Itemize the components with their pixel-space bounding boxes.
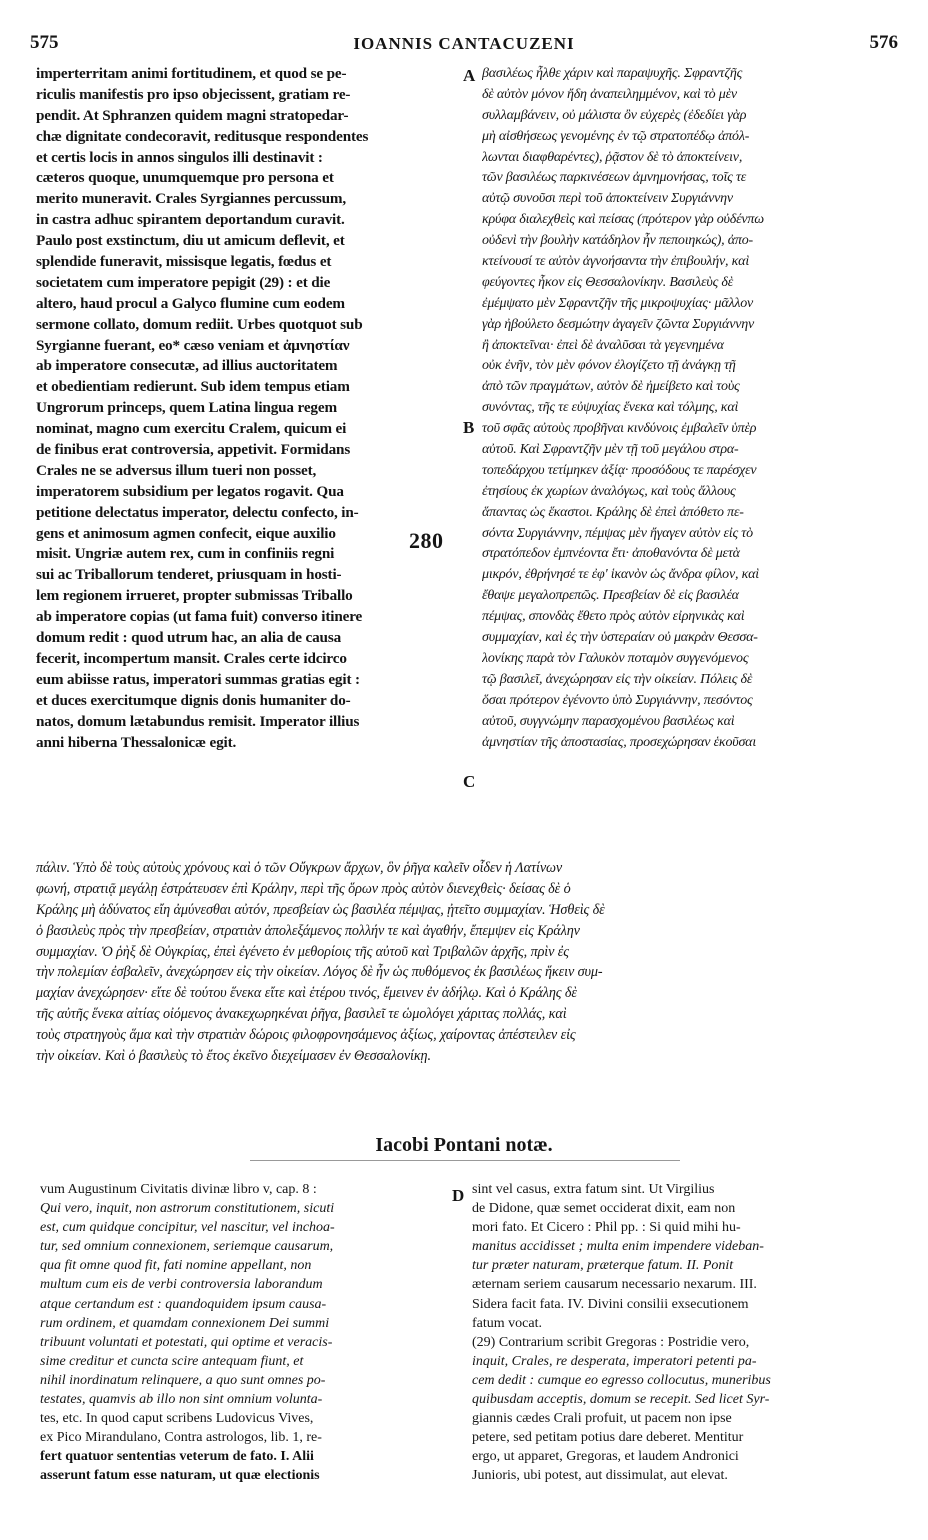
greek-text-line: λονίκης παρὰ τὸν Γαλυκὸν ποταμὸν συγγενόμενος bbox=[482, 650, 749, 666]
notes-divider bbox=[250, 1160, 680, 1161]
latin-text-line: merito muneravit. Crales Syrgiannes percussum, bbox=[36, 190, 347, 208]
greek-text-line: ἢ ἀποκτεῖναι· ἐπεὶ δὲ ἀναλῦσαι τὰ γεγενημένα bbox=[482, 337, 724, 353]
latin-text-line: misit. Ungriæ autem rex, cum in confiniis regni bbox=[36, 545, 335, 563]
latin-text-line: Ungrorum princeps, quem Latina lingua regem bbox=[36, 399, 337, 417]
note-text-line: manitus accidisset ; multa enim impendere videban- bbox=[472, 1239, 764, 1255]
note-text-line: mori fato. Et Cicero : Phil pp. : Si quid mihi hu- bbox=[472, 1220, 741, 1236]
note-text-line: petere, sed petitam potius dare deberet. Mentitur bbox=[472, 1430, 744, 1446]
latin-text-line: domum redit : quod utrum hac, an alia de causa bbox=[36, 629, 342, 647]
note-text-line: tes, etc. In quod caput scribens Ludovicus Vives, bbox=[40, 1411, 314, 1427]
note-text-line: qua fit omne quod fit, fati nomine appellant, non bbox=[40, 1258, 312, 1274]
latin-text-line: lem regionem irrueret, propter submissas Triballo bbox=[36, 587, 353, 605]
note-text-line: tur, sed omnium connexionem, seriemque causarum, bbox=[40, 1239, 334, 1255]
notes-right-column bbox=[472, 1180, 902, 1486]
note-text-line: est, cum quidque concipitur, vel nascitur, vel inchoa- bbox=[40, 1220, 335, 1236]
latin-text-line: altero, haud procul a Galyco flumine cum eodem bbox=[36, 294, 345, 312]
greek-text-line: μικρόν, ἐθρήνησέ τε ἐφ' ἱκανὸν ὡς ἄνδρα φίλον, καὶ bbox=[482, 567, 759, 583]
greek-text-full-width bbox=[36, 858, 902, 1067]
greek-text-line: ὅσαι πρότερον ἐγένοντο ὑπὸ Συργιάννην, πεσόντος bbox=[482, 692, 753, 708]
greek-text-line: τῶν βασιλέως παρκινέσεων ἀμνημονήσας, τοῖς τε bbox=[482, 170, 747, 186]
greek-text-line: ἐμέμψατο μὲν Σφραντζῆν τῆς μικροψυχίας· μᾶλλον bbox=[482, 295, 754, 311]
latin-text-line: pendit. At Sphranzen quidem magni stratopedar- bbox=[36, 106, 349, 124]
latin-text-line: cæteros quoque, unumquemque pro persona et bbox=[36, 169, 334, 187]
note-text-line: (29) Contrarium scribit Gregoras : Postridie vero, bbox=[472, 1334, 750, 1350]
note-text-line: Junioris, ubi potest, aut dissimulat, aut elevat. bbox=[472, 1468, 728, 1484]
latin-text-line: splendide funeravit, missisque legatis, fœdus et bbox=[36, 253, 332, 271]
greek-full-width-line: φωνή, στρατιᾷ μεγάλῃ ἐστράτευσεν ἐπὶ Κράλην, περὶ τῆς ὅρων πρὸς αὐτὸν διενεχθεὶς· δείσας δὲ ὁ bbox=[36, 880, 571, 897]
greek-text-line: γὰρ ἠβούλετο δεσμώτην ἀγαγεῖν ζῶντα Συργιάννην bbox=[482, 316, 754, 332]
margin-marker-d: D bbox=[452, 1186, 465, 1205]
running-title: IOANNIS CANTACUZENI bbox=[353, 34, 575, 53]
note-text-line: tur præter naturam, præterque fatum. II. Ponit bbox=[472, 1258, 734, 1274]
greek-text-line: δὲ αὐτὸν μόνον ἤδη ἀναπειλημμένον, καὶ τὸ μὲν bbox=[482, 86, 737, 102]
margin-marker-b: B bbox=[463, 418, 475, 437]
note-text-line: de Didone, quæ semet occiderat dixit, eam non bbox=[472, 1201, 736, 1217]
greek-full-width-line: τοὺς στρατηγοὺς ἅμα καὶ τὴν στρατιὰν δώροις φιλοφρονησάμενος ἀξίως, χαίροντας ἀπέστειλεν εἰς bbox=[36, 1027, 576, 1044]
greek-text-line: λωνται διαφθαρέντες), ῥᾷστον δὲ τὸ ἀποκτείνειν, bbox=[482, 149, 743, 165]
greek-text-line: ἐτησίους ἐκ χωρίων ἀναλόγως, καὶ τοὺς ἄλλους bbox=[482, 483, 736, 499]
note-text-line: cem dedit : cumque eo egresso collocutus, muneribus bbox=[472, 1372, 771, 1388]
latin-text-line: ab imperatore copias (ut fama fuit) converso itinere bbox=[36, 608, 363, 626]
note-text-line: ex Pico Mirandulano, Contra astrologos, lib. 1, re- bbox=[40, 1430, 322, 1446]
greek-text-line: τοπεδάρχου τετίμηκεν ἀξίᾳ· προσόδους τε παρέσχεν bbox=[482, 462, 757, 478]
latin-text-line: chæ dignitate condecoravit, reditusque respondentes bbox=[36, 127, 369, 145]
greek-full-width-line: πάλιν. Ὑπὸ δὲ τοὺς αὐτοὺς χρόνους καὶ ὁ τῶν Οὔγκρων ἄρχων, ὃν ῥῆγα καλεῖν οἶδεν ἡ Λατίνων bbox=[36, 860, 563, 876]
greek-text-line: φεύγοντες ἧκον εἰς Θεσσαλονίκην. Βασιλεὺς δὲ bbox=[482, 274, 734, 290]
greek-text-line: πέμψας, σπονδὰς ἔθετο πρὸς αὐτὸν εἰρηνικὰς καὶ bbox=[482, 609, 745, 625]
latin-text-line: societatem cum imperatore pepigit (29) : et die bbox=[36, 273, 331, 291]
margin-marker-c: C bbox=[463, 772, 476, 791]
notes-heading: Iacobi Pontani notæ. bbox=[375, 1134, 553, 1156]
latin-translation-column bbox=[36, 64, 454, 753]
latin-text-line: sermone collato, domum rediit. Urbes quotquot sub bbox=[36, 315, 363, 333]
latin-text-line: eum abiisse ratus, imperatori summas gratias egit : bbox=[36, 670, 360, 688]
note-text-line: giannis cædes Crali profuit, ut pacem non ipse bbox=[472, 1411, 732, 1427]
latin-text-line: et certis locis in annos singulos illi destinavit : bbox=[36, 148, 323, 166]
latin-text-line: Paulo post exstinctum, diu ut amicum deflevit, et bbox=[36, 232, 345, 250]
note-text-line: sint vel casus, extra fatum sint. Ut Virgilius bbox=[472, 1182, 715, 1197]
note-text-line: testates, quamvis ab illo non sint omnium volunta- bbox=[40, 1392, 323, 1408]
note-text-line: Qui vero, inquit, non astrorum constitutionem, sicuti bbox=[40, 1201, 335, 1217]
greek-full-width-line: συμμαχίαν. Ὁ ῥὴξ δὲ Οὐγκρίας, ἐπεὶ ἐγένετο ἐν μεθορίοις τῆς αὐτοῦ καὶ Τριβαλῶν ἀρχῆς, πρὶν ἐς bbox=[36, 943, 569, 960]
latin-text-line: fecerit, incompertum mansit. Crales certe idcirco bbox=[36, 649, 347, 667]
latin-text-line: ab imperatore consecutæ, ad illius auctoritatem bbox=[36, 357, 338, 375]
greek-text-line: συλλαμβάνειν, οὐ μάλιστα ὂν εὐχερὲς (ἐδεδίει γὰρ bbox=[482, 107, 747, 123]
greek-text-line: ἀμνηστίαν τῆς ἀποστασίας, προσεχώρησαν ἑκοῦσαι bbox=[482, 734, 757, 750]
note-text-line: fert quatuor sententias veterum de fato. I. Alii bbox=[40, 1449, 314, 1465]
greek-text-line: βασιλέως ἦλθε χάριν καὶ παραψυχῆς. Σφραντζῆς bbox=[482, 66, 743, 81]
note-text-line: quibusdam acceptis, domum se recepit. Sed licet Syr- bbox=[472, 1392, 770, 1408]
note-text-line: inquit, Crales, re desperata, imperatori petenti pa- bbox=[472, 1353, 757, 1369]
latin-text-line: et duces exercitumque dignis donis humaniter do- bbox=[36, 691, 351, 709]
greek-full-width-line: μαχίαν ἀνεχώρησεν· εἴτε δὲ τούτου ἕνεκα εἴτε καὶ ἑτέρου τινός, ἔμεινεν ἐν ἀδήλῳ. Καὶ ὁ Κράλης δὲ bbox=[36, 985, 577, 1002]
note-text-line: æternam seriem causarum necessario nexarum. III. bbox=[472, 1277, 757, 1293]
greek-text-line: αὐτῷ συνοῦσι περὶ τοῦ ἀποκτείνειν Συργιάννην bbox=[482, 191, 733, 207]
margin-marker-a: A bbox=[463, 66, 476, 85]
latin-text-line: anni hiberna Thessalonicæ egit. bbox=[36, 733, 237, 751]
greek-full-width-line: τὴν πολεμίαν ἐσβαλεῖν, ἀνεχώρησεν εἰς τὴν οἰκείαν. Λόγος δὲ ἦν ὡς πυθόμενος ἐκ βασιλέως ἥκειν συμ- bbox=[36, 964, 603, 981]
greek-text-line: ἅπαντας ὡς ἕκαστοι. Κράλης δὲ ἐπεὶ ἀπόθετο πε- bbox=[482, 504, 744, 520]
note-text-line: Sidera facit fata. IV. Divini consilii exsecutionem bbox=[472, 1296, 749, 1312]
latin-text-line: et obedientiam redierunt. Sub idem tempus etiam bbox=[36, 378, 350, 396]
note-text-line: fatum vocat. bbox=[472, 1315, 542, 1331]
note-text-line: rum ordinem, et quamdam connexionem Dei summi bbox=[40, 1315, 330, 1331]
greek-text-line: οὐκ ἐνῆν, τὸν μὲν φόνον ἐλογίζετο τῇ ἀνάγκῃ τῇ bbox=[482, 358, 736, 374]
latin-text-line: natos, domum lætabundus remisit. Imperator illius bbox=[36, 712, 360, 730]
greek-full-width-line: τὴν οἰκείαν. Καὶ ὁ βασιλεὺς τὸ ἔτος ἐκεῖνο διεχείμασεν ἐν Θεσσαλονίκῃ. bbox=[36, 1048, 431, 1065]
latin-text-line: imperatorem subsidium per legatos rogavit. Qua bbox=[36, 482, 344, 500]
latin-text-line: in castra adhuc spirantem deportandum curavit. bbox=[36, 211, 345, 229]
note-text-line: sime creditur et cuncta scire antequam fiunt, et bbox=[40, 1353, 304, 1369]
notes-left-column bbox=[40, 1180, 448, 1486]
greek-text-line: συνόντας, τῆς τε εὐψυχίας ἕνεκα καὶ τόλμης, καὶ bbox=[482, 400, 739, 416]
greek-full-width-line: ὁ βασιλεὺς πρὸς τὴν πρεσβείαν, στρατιὰν ἀπολεξάμενος πολλήν τε καὶ ἀγαθήν, ἔπεμψεν εἰς Κράλην bbox=[36, 922, 580, 939]
greek-text-line: αὐτοῦ, συγγνώμην παρασχομένου βασιλέως καὶ bbox=[482, 713, 735, 729]
note-text-line: ergo, ut apparet, Gregoras, et laudem Andronici bbox=[472, 1449, 739, 1465]
greek-text-line: μὴ αἰσθήσεως γενομένης ἐν τῷ στρατοπέδῳ ἀπόλ- bbox=[482, 128, 750, 144]
greek-text-line: κτείνουσί τε αὐτὸν ἀγνοήσαντα τὴν ἐπιβουλήν, καὶ bbox=[482, 254, 750, 270]
latin-text-line: petitione delectatus imperator, delectu confecto, in- bbox=[36, 503, 359, 521]
greek-text-line: ἔθαψε μεγαλοπρεπῶς. Πρεσβείαν δὲ εἰς βασιλέα bbox=[482, 588, 739, 604]
note-text-line: asserunt fatum esse naturam, ut quæ electionis bbox=[40, 1468, 320, 1484]
note-text-line: tribuunt voluntati et potestati, qui optime et veracis- bbox=[40, 1334, 333, 1350]
note-text-line: nihil inordinatum relinquere, a quo sunt omnes po- bbox=[40, 1372, 326, 1388]
page-number-left: 575 bbox=[30, 32, 59, 53]
greek-text-line: συμμαχίαν, καὶ ἐς τὴν ὑστεραίαν οὐ μακρὰν Θεσσα- bbox=[482, 630, 758, 646]
greek-text-line: στρατόπεδον ἐμπνέοντα ἔτι· ἀποθανόντα δὲ μετὰ bbox=[482, 546, 740, 562]
page-number-right: 576 bbox=[869, 32, 898, 53]
latin-text-line: Syrgianne fuerant, eo* cæso veniam et ἀμνηστίαν bbox=[36, 336, 350, 354]
greek-text-column bbox=[482, 64, 902, 753]
greek-text-line: οὐδενὶ τὴν βουλὴν κατάδηλον ἦν πεποιηκώς), ἀπο- bbox=[482, 233, 753, 249]
greek-text-line: αὐτοῦ. Καὶ Σφραντζῆν μὲν τῇ τοῦ μεγάλου στρα- bbox=[482, 442, 739, 458]
greek-text-line: σόντα Συργιάννην, πέμψας μὲν ἤγαγεν αὐτὸν εἰς τὸ bbox=[482, 525, 753, 541]
line-number-marker: 280 bbox=[409, 528, 444, 553]
latin-text-line: nominat, magno cum exercitu Cralem, quicum ei bbox=[36, 420, 347, 438]
greek-text-line: κρύφα διαλεχθεὶς καὶ πείσας (πρότερον γὰρ οὐδένπω bbox=[482, 212, 764, 228]
greek-full-width-line: Κράλης μὴ ἀδύνατος εἴη ἀμύνεσθαι αὐτόν, πρεσβείαν ὡς βασιλέα πέμψας, ᾐτεῖτο συμμαχίαν. Ἡσθεὶς δὲ bbox=[36, 901, 605, 918]
latin-text-line: gens et animosum agmen confecit, eique auxilio bbox=[36, 524, 336, 542]
greek-full-width-line: τῆς αὐτῆς ἕνεκα αἰτίας οἰόμενος ἀνακεχωρηκέναι ῥῆγα, βασιλεῖ τε ὡμολόγει χάριτας πολλάς, καὶ bbox=[36, 1006, 567, 1023]
greek-text-line: τῷ βασιλεῖ, ἀνεχώρησαν εἰς τὴν οἰκείαν. Πόλεις δὲ bbox=[482, 671, 753, 687]
page-header bbox=[30, 32, 898, 58]
note-text-line: vum Augustinum Civitatis divinæ libro v, cap. 8 : bbox=[40, 1182, 317, 1197]
note-text-line: multum cum eis de verbi controversia laborandum bbox=[40, 1277, 323, 1293]
latin-text-line: Crales ne se adversus illum tueri non posset, bbox=[36, 461, 317, 479]
latin-text-line: imperterritam animi fortitudinem, et quod se pe- bbox=[36, 65, 347, 82]
latin-text-line: sui ac Triballorum tenderet, priusquam in hosti- bbox=[36, 566, 342, 584]
latin-text-line: riculis manifestis pro ipso objecissent, gratiam re- bbox=[36, 85, 351, 103]
latin-text-line: de finibus erat controversia, appetivit. Formidans bbox=[36, 441, 351, 459]
greek-text-line: ἀπὸ τῶν πραγμάτων, αὐτὸν δὲ ἠμείβετο καὶ τοὺς bbox=[482, 379, 740, 395]
note-text-line: atque certandum est : quandoquidem ipsum causa- bbox=[40, 1296, 327, 1312]
greek-text-line: τοῦ σφᾶς αὐτοὺς προβῆναι κινδύνοις ἐμβαλεῖν ὑπὲρ bbox=[482, 421, 757, 437]
